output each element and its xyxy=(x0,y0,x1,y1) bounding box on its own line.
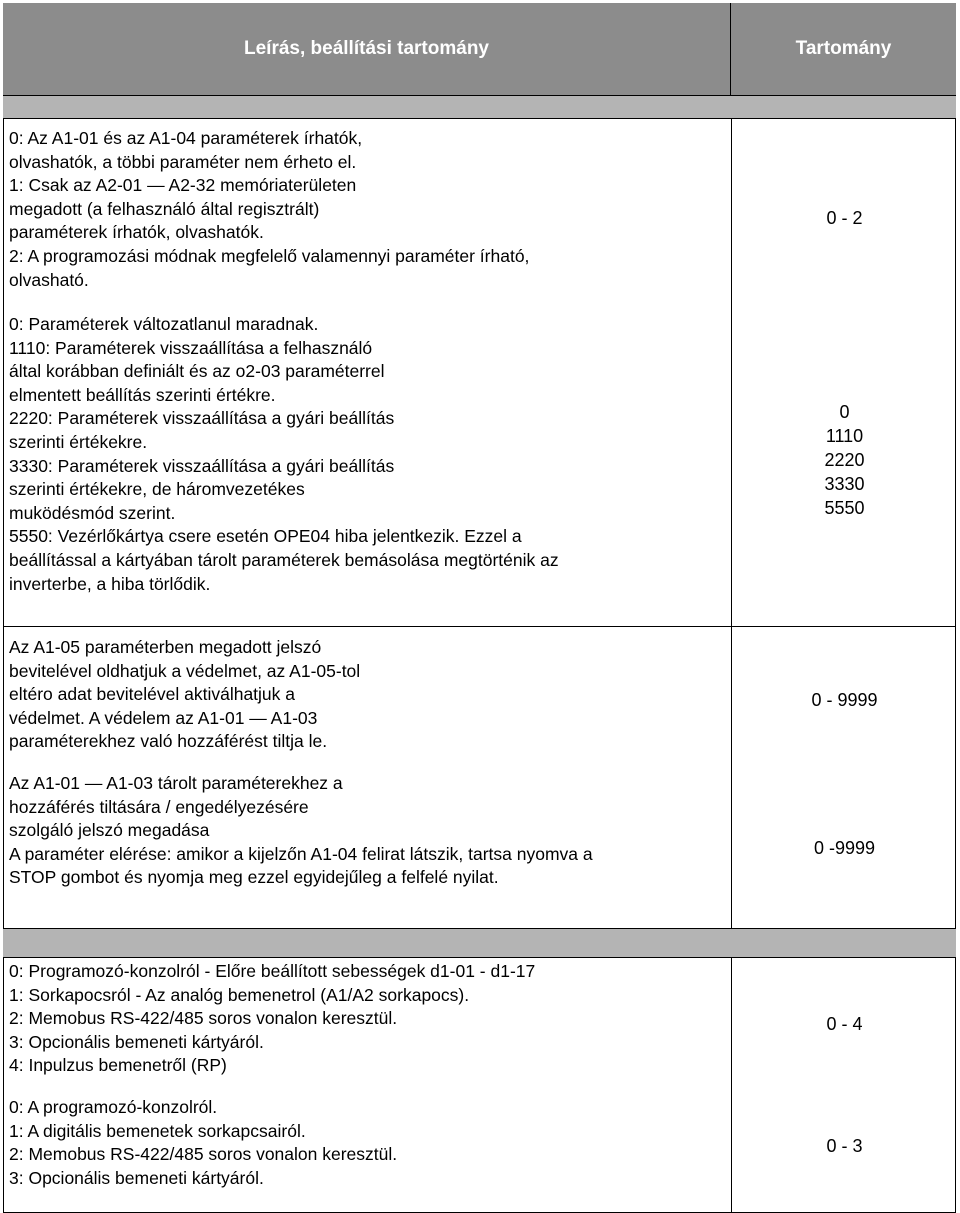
range-value: 0 - 4 xyxy=(826,1014,863,1034)
range-value: 0 -9999 xyxy=(813,838,876,858)
column-header-range-label: Tartomány xyxy=(795,38,892,59)
description-line: 0: Programozó-konzolról - Előre beállított sebességek d1-01 - d1-17 xyxy=(9,961,536,981)
description-line: szerinti értékekre. xyxy=(9,431,148,452)
description-line: 4: Inpulzus bemenetről (RP) xyxy=(9,1055,227,1076)
table-row-description xyxy=(9,127,724,292)
description-line: Az A1-05 paraméterben megadott jelszó xyxy=(9,637,322,657)
description-line: 1: Csak az A2-01 — A2-32 memóriaterületen xyxy=(9,175,357,196)
description-line: 3330: Paraméterek visszaállítása a gyári beállítás xyxy=(9,455,395,476)
description-line: beállítással a kártyában tárolt paraméterek bemásolása megtörténik az xyxy=(9,549,559,570)
table-row-range xyxy=(733,1012,956,1036)
description-line: 2: A programozási módnak megfelelő valamennyi paraméter írható, xyxy=(9,245,530,266)
range-value: 0 - 9999 xyxy=(811,690,878,710)
table-row-range xyxy=(733,836,956,860)
description-line: 0: A programozó-konzolról. xyxy=(9,1097,218,1117)
table-row-range xyxy=(733,400,956,520)
row-separator xyxy=(3,626,956,627)
description-line: A paraméter elérése: amikor a kijelzőn A1-04 felirat látszik, tartsa nyomva a xyxy=(9,843,593,864)
column-separator xyxy=(731,119,732,928)
description-line: paraméterek írhatók, olvashatók. xyxy=(9,222,264,243)
table-row-range xyxy=(733,1134,956,1158)
description-line: megadott (a felhasználó által regisztrált) xyxy=(9,198,320,219)
description-line: 2: Memobus RS-422/485 soros vonalon keresztül. xyxy=(9,1144,398,1165)
range-value: 2220 xyxy=(824,450,865,470)
description-line: eltéro adat bevitelével aktiválhatjuk a xyxy=(9,684,296,705)
description-line: 0: Az A1-01 és az A1-04 paraméterek írhatók, xyxy=(9,128,363,148)
description-line: védelmet. A védelem az A1-01 — A1-03 xyxy=(9,707,318,728)
column-header-description-label: Leírás, beállítási tartomány xyxy=(244,38,489,59)
description-line: hozzáférés tiltására / engedélyezésére xyxy=(9,796,309,817)
range-value: 0 xyxy=(839,402,850,422)
table-row-range xyxy=(733,688,956,712)
description-line: 3: Opcionális bemeneti kártyáról. xyxy=(9,1031,264,1052)
table-row-description xyxy=(9,960,724,1078)
description-line: elmentett beállítás szerinti értékre. xyxy=(9,384,276,405)
description-line: 1: Sorkapocsról - Az analóg bemenetrol (A1/A2 sorkapocs). xyxy=(9,984,470,1005)
range-value: 5550 xyxy=(824,498,865,518)
table-row-range xyxy=(733,206,956,230)
description-line: 1110: Paraméterek visszaállítása a felhasználó xyxy=(9,337,373,358)
description-line: szerinti értékekre, de háromvezetékes xyxy=(9,479,305,500)
description-line: szolgáló jelszó megadása xyxy=(9,820,210,841)
column-separator xyxy=(731,958,732,1213)
description-line: STOP gombot és nyomja meg ezzel egyidejűleg a felfelé nyilat. xyxy=(9,867,499,888)
table-row-description xyxy=(9,1096,724,1190)
table-row-description xyxy=(9,313,724,596)
description-line: 2220: Paraméterek visszaállítása a gyári beállítás xyxy=(9,408,395,429)
description-line: 5550: Vezérlőkártya csere esetén OPE04 hiba jelentkezik. Ezzel a xyxy=(9,526,522,547)
description-line: Az A1-01 — A1-03 tárolt paraméterekhez a xyxy=(9,773,343,793)
column-header-range xyxy=(731,3,956,95)
table-row-description xyxy=(9,636,724,754)
description-line: olvashatók, a többi paraméter nem érheto el. xyxy=(9,151,357,172)
column-header-description xyxy=(3,3,731,95)
description-line: olvasható. xyxy=(9,269,89,290)
table-row-description xyxy=(9,772,724,890)
section-divider-band xyxy=(3,95,956,119)
description-line: muködésmód szerint. xyxy=(9,502,176,523)
range-value: 1110 xyxy=(825,426,864,446)
description-line: inverterbe, a hiba törlődik. xyxy=(9,573,211,594)
description-line: által korábban definiált és az o2-03 paraméterrel xyxy=(9,361,385,382)
description-line: paraméterekhez való hozzáférést tiltja le. xyxy=(9,731,328,752)
description-line: 1: A digitális bemenetek sorkapcsairól. xyxy=(9,1120,306,1141)
range-value: 0 - 3 xyxy=(826,1136,863,1156)
description-line: 2: Memobus RS-422/485 soros vonalon keresztül. xyxy=(9,1008,398,1029)
description-line: bevitelével oldhatjuk a védelmet, az A1-05-tol xyxy=(9,660,361,681)
range-value: 3330 xyxy=(824,474,865,494)
description-line: 3: Opcionális bemeneti kártyáról. xyxy=(9,1167,264,1188)
range-value: 0 - 2 xyxy=(826,208,863,228)
section-divider-band xyxy=(3,928,956,958)
description-line: 0: Paraméterek változatlanul maradnak. xyxy=(9,314,319,334)
